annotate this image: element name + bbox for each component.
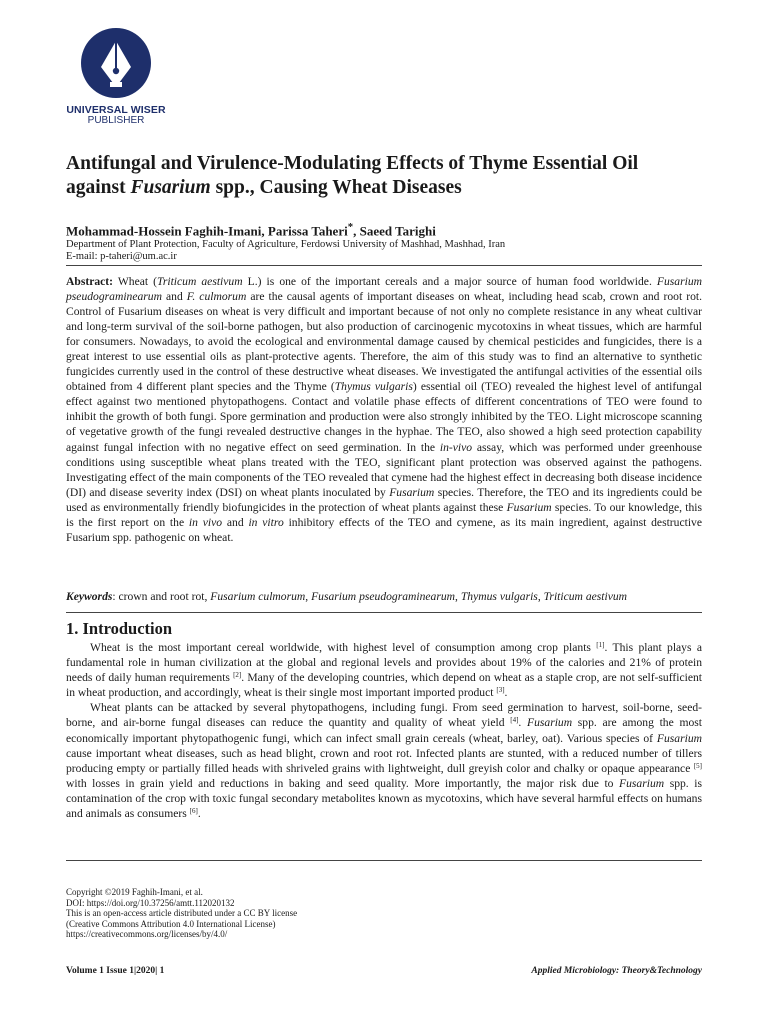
license-url[interactable]: https://creativecommons.org/licenses/by/4.0/ bbox=[66, 929, 228, 940]
department: Department of Plant Protection, Faculty of Agriculture, Ferdowsi University of Mashhad, Mashhad, Iran bbox=[66, 239, 506, 250]
copyright-footnote bbox=[66, 887, 297, 940]
divider-keywords bbox=[66, 612, 702, 613]
keywords-label: Keywords bbox=[66, 590, 113, 603]
corresponding-mark: * bbox=[347, 221, 354, 233]
license-line: (Creative Commons Attribution 4.0 International License) bbox=[66, 918, 276, 929]
doi-link[interactable]: DOI: https://doi.org/10.37256/amtt.112020132 bbox=[66, 897, 235, 908]
abstract-label: Abstract: bbox=[66, 275, 114, 288]
citation: [5] bbox=[693, 761, 702, 770]
journal-name: Applied Microbiology: Theory&Technology bbox=[531, 966, 702, 976]
divider-footnote bbox=[66, 860, 702, 861]
copyright: Copyright ©2019 Faghih-Imani, et al. bbox=[66, 887, 203, 897]
citation: [2] bbox=[233, 671, 242, 680]
author-list: Mohammad-Hossein Faghih-Imani, Parissa Taheri*, Saeed Tarighi bbox=[66, 221, 436, 239]
introduction-body bbox=[66, 640, 702, 821]
citation: [6] bbox=[189, 807, 198, 816]
citation: [1] bbox=[596, 641, 605, 649]
paragraph: Wheat is the most important cereal worldwide, with highest level of consumption among crop plants [1]. This plant plays a fundamental role in human civilization at the global and regional levels and provides about 19% of the calories and 21% of protein needs of daily human requirements [2]. Many of the developing countries, which depend on wheat as a staple crop, are not self-sufficient in wheat production, and accordingly, wheat is their single most important imported product [3]. bbox=[66, 641, 702, 700]
keywords: Keywords: crown and root rot, Fusarium culmorum, Fusarium pseudograminearum, Thymus vulgaris, Triticum aestivum bbox=[66, 590, 628, 603]
pen-nib-icon bbox=[79, 26, 153, 100]
email[interactable]: E-mail: p-taheri@um.ac.ir bbox=[66, 251, 177, 262]
volume-issue: Volume 1 Issue 1|2020| 1 bbox=[66, 966, 165, 976]
publisher-name: UNIVERSAL WISER bbox=[66, 104, 166, 116]
affiliation bbox=[66, 239, 505, 263]
citation: [3] bbox=[496, 686, 505, 695]
section-heading: 1. Introduction bbox=[66, 619, 173, 638]
abstract: Abstract: Wheat (Triticum aestivum L.) is one of the important cereals and a major source of human food worldwide. Fusarium pseudograminearum and F. culmorum are the causal agents of important diseases on wheat, including head scab, crown and root rot. Control of Fusarium diseases on wheat is very difficult and important because of not only no complete resistance in any wheat cultivar and long-term survival of the soil-borne pathogen, but also production of carcinogenic mycotoxins in wheat tissues, which are harmful for consumers. Nowadays, to avoid the ecological and environmental damage caused by chemical pesticides and fungicides, there is a great interest to use essential oils as plant-protective agents. Therefore, the aim of this study was to find an alternative to synthetic fungicides currently used in the control of these destructive wheat diseases. We investigated the antifungal activities of the essential oils obtained from 4 different plant species and the Thyme (Thymus vulgaris) essential oil (TEO) revealed the highest level of antifungal effect against two mentioned phytopathogens. Contact and volatile phase effects of different concentrations of TEO were found to inhibit the growth of both fungi. Spore germination and production were also strongly inhibited by the TEO. Light microscope scanning of vegetative growth of the fungi revealed destructive changes in the hyphae. The TEO, also showed a high seed protection capability against fungal infection with no negative effect on seed germination. In the in-vivo assay, which was performed under greenhouse conditions using susceptible wheat plans treated with the TEO, significant plant protection was observed against the pathogens. Investigating effect of the main components of the TEO revealed that cymene had the highest effect in decreasing both disease incidence (DI) and disease severity index (DSI) on wheat plants inoculated by Fusarium species. Therefore, the TEO and its ingredients could be used as environmentally friendly biofungicides in the protection of wheat plants against these Fusarium species. To our knowledge, this is the first report on the in vivo and in vitro inhibitory effects of the TEO and cymene, as its main ingredient, against destructive Fusarium spp. pathogenic on wheat. bbox=[66, 275, 703, 544]
citation: [4] bbox=[510, 716, 519, 725]
publisher-sub: PUBLISHER bbox=[87, 115, 145, 126]
publisher-logo bbox=[62, 26, 170, 126]
paragraph: Wheat plants can be attacked by several phytopathogens, including fungi. From seed germination to harvest, soil-borne, seed-borne, and air-borne fungal diseases can reduce the quantity and quality of wheat yield [4]. Fusarium spp. are among the most economically important phytopathogenic fungi, which can infect small grain cereals (wheat, barley, oat). Various species of Fusarium cause important wheat diseases, such as head blight, crown and root rot. Infected plants are stunted, with a reduced number of tillers producing empty or partially filled heads with shriveled grains with lightweight, dull greyish color and chalky or opaque appearance [5] with losses in grain yield and reductions in baking and seed quality. More importantly, the major risk due to Fusarium spp. is contamination of the crop with toxic fungal secondary metabolites known as mycotoxins, which have several harmful effects on humans and animals as consumers [6]. bbox=[66, 701, 702, 821]
article-title: Antifungal and Virulence-Modulating Effects of Thyme Essential Oil against Fusarium spp., Causing Wheat Diseases bbox=[66, 153, 639, 198]
divider-top bbox=[66, 265, 702, 266]
license-line: This is an open-access article distributed under a CC BY license bbox=[66, 908, 298, 919]
